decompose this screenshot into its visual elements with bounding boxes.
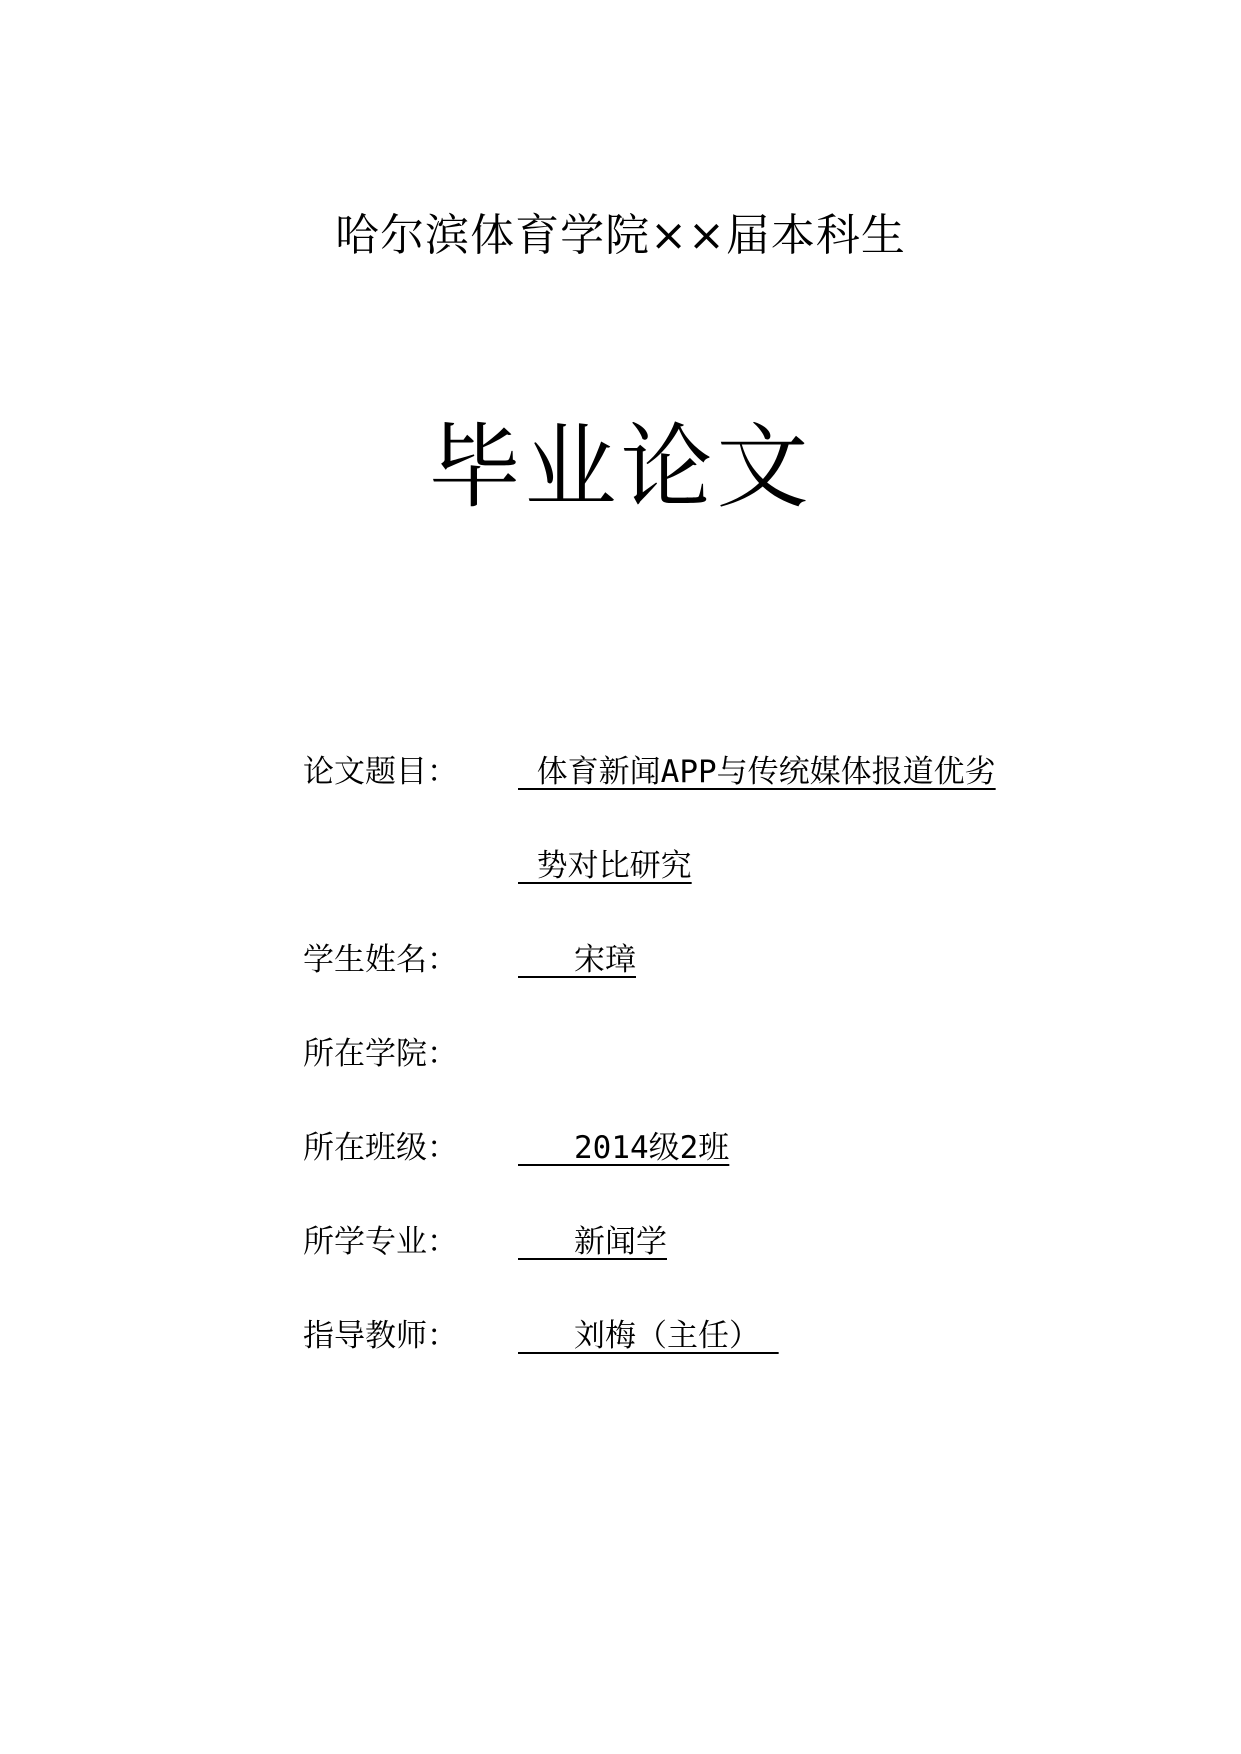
major-label: 所学专业： xyxy=(303,1224,458,1260)
student-name-label: 学生姓名： xyxy=(303,942,458,978)
thesis-title-label: 论文题目： xyxy=(303,754,458,790)
school-line: 哈尔滨体育学院××届本科生 xyxy=(335,210,906,261)
major-value: 新闻学 xyxy=(518,1224,667,1260)
advisor-label: 指导教师： xyxy=(303,1318,458,1354)
college-label: 所在学院： xyxy=(303,1036,458,1072)
thesis-title-value-line2: 势对比研究 xyxy=(518,848,692,884)
document-title: 毕业论文 xyxy=(428,414,813,521)
thesis-title-value-line1: 体育新闻APP与传统媒体报道优劣 xyxy=(518,754,996,790)
class-label: 所在班级： xyxy=(303,1130,458,1166)
advisor-value: 刘梅（主任） xyxy=(518,1318,779,1354)
class-value: 2014级2班 xyxy=(518,1130,730,1166)
student-name-value: 宋璋 xyxy=(518,942,636,978)
